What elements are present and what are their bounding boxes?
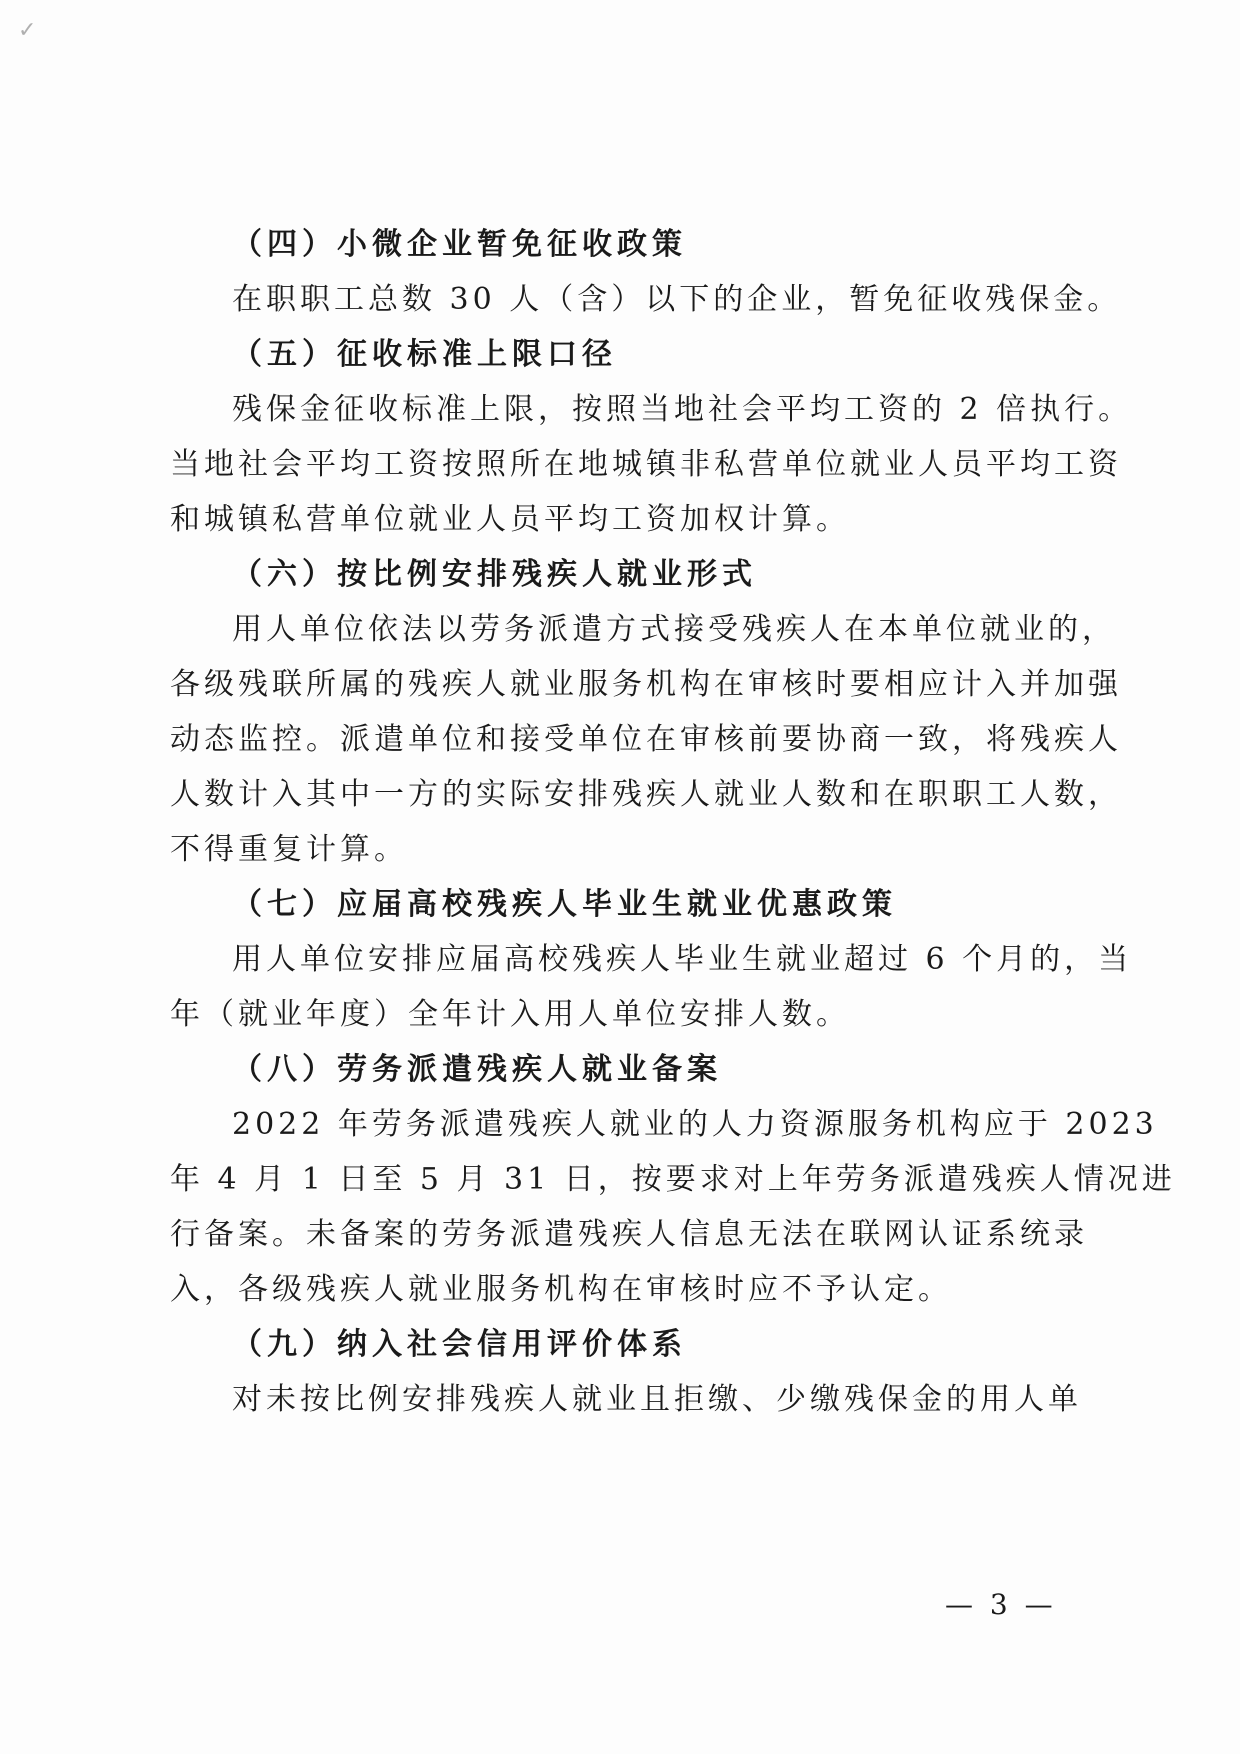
section-heading-8: （八）劳务派遣残疾人就业备案 [232, 1052, 722, 1087]
page-number: — 3 — [945, 1588, 1057, 1621]
section-heading-4: （四）小微企业暂免征收政策 [232, 227, 687, 262]
paragraph-line: 人数计入其中一方的实际安排残疾人就业人数和在职职工人数， [170, 777, 1122, 812]
paragraph-line: 年 4 月 1 日至 5 月 31 日，按要求对上年劳务派遣残疾人情况进 [170, 1162, 1176, 1197]
paragraph-line: 年（就业年度）全年计入用人单位安排人数。 [170, 997, 850, 1032]
paragraph-line: 不得重复计算。 [170, 832, 408, 867]
section-heading-5: （五）征收标准上限口径 [232, 337, 617, 372]
paragraph-line: 和城镇私营单位就业人员平均工资加权计算。 [170, 502, 850, 537]
section-heading-7: （七）应届高校残疾人毕业生就业优惠政策 [232, 887, 897, 922]
section-heading-9: （九）纳入社会信用评价体系 [232, 1327, 687, 1362]
section-heading-6: （六）按比例安排残疾人就业形式 [232, 557, 757, 592]
paragraph-line: 当地社会平均工资按照所在地城镇非私营单位就业人员平均工资 [170, 447, 1122, 482]
paragraph-line: 行备案。未备案的劳务派遣残疾人信息无法在联网认证系统录 [170, 1217, 1088, 1252]
paragraph-line: 对未按比例安排残疾人就业且拒缴、少缴残保金的用人单 [232, 1382, 1082, 1417]
paragraph-line: 2022 年劳务派遣残疾人就业的人力资源服务机构应于 2023 [232, 1107, 1158, 1142]
paragraph-line: 各级残联所属的残疾人就业服务机构在审核时要相应计入并加强 [170, 667, 1122, 702]
paragraph-line: 在职职工总数 30 人（含）以下的企业，暂免征收残保金。 [232, 282, 1122, 317]
corner-mark: ✓ [18, 18, 37, 43]
paragraph-line: 动态监控。派遣单位和接受单位在审核前要协商一致，将残疾人 [170, 722, 1122, 757]
paragraph-line: 用人单位安排应届高校残疾人毕业生就业超过 6 个月的，当 [232, 942, 1133, 977]
paragraph-line: 入，各级残疾人就业服务机构在审核时应不予认定。 [170, 1272, 952, 1307]
paragraph-line: 用人单位依法以劳务派遣方式接受残疾人在本单位就业的， [232, 612, 1116, 647]
paragraph-line: 残保金征收标准上限，按照当地社会平均工资的 2 倍执行。 [232, 392, 1133, 427]
